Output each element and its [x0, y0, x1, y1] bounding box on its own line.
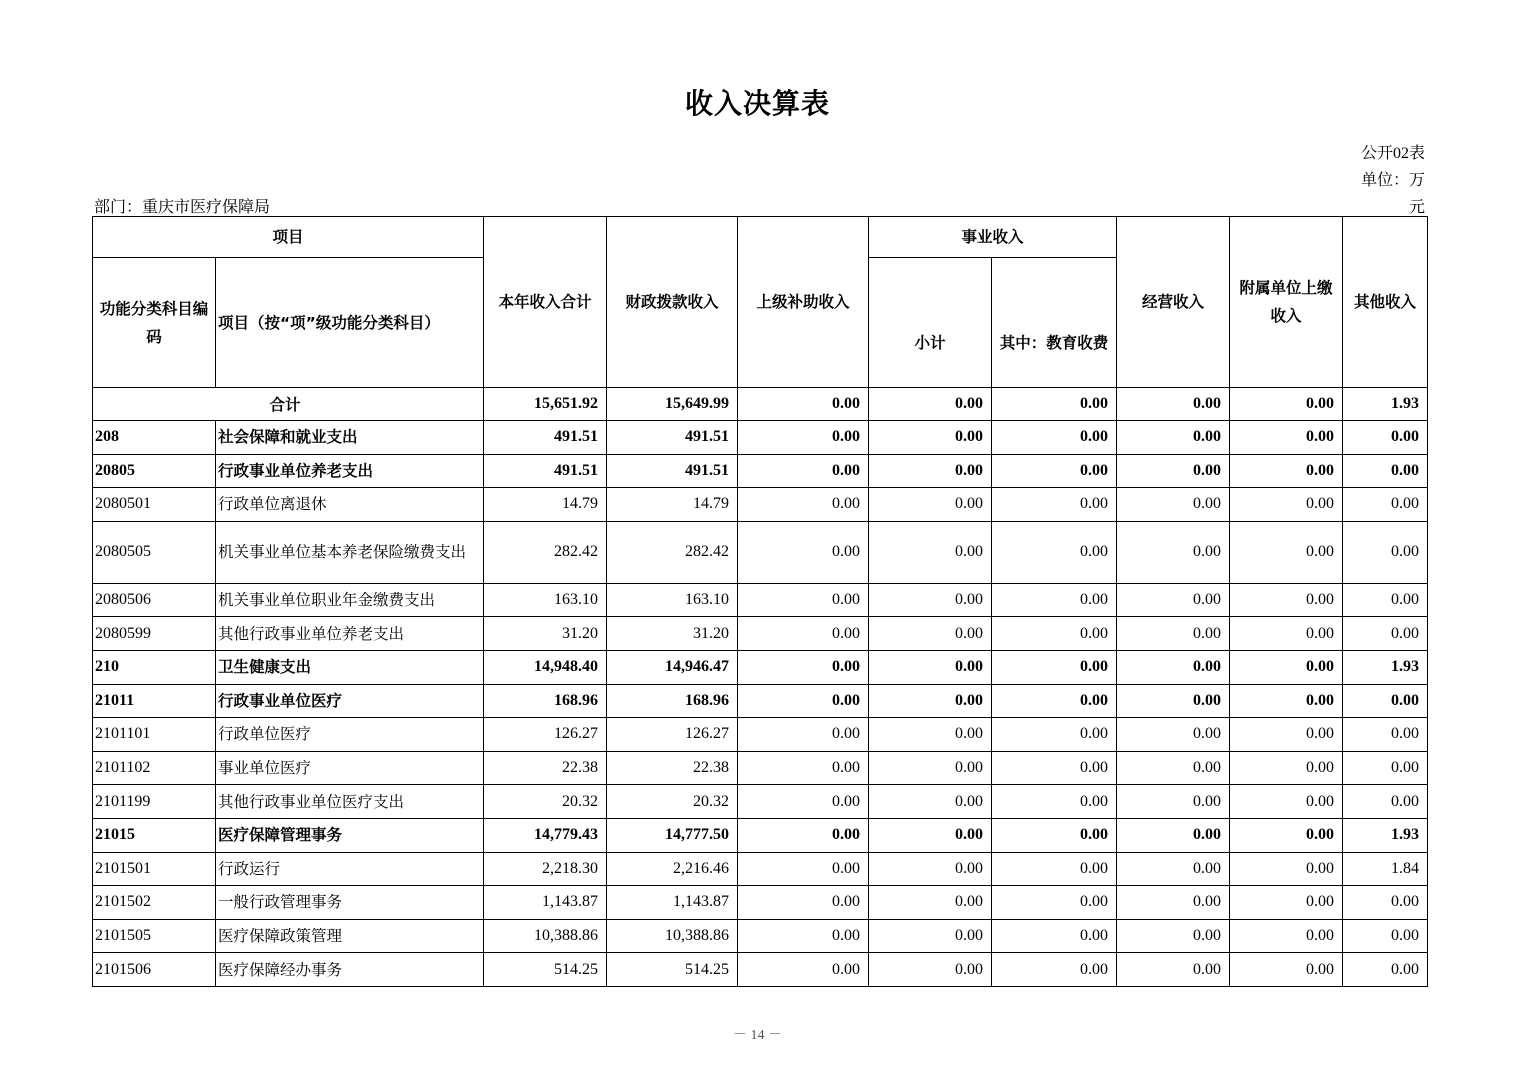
- amount-cell: 0.00: [1117, 454, 1230, 488]
- amount-cell: 0.00: [1343, 919, 1428, 953]
- amount-cell: 22.38: [607, 751, 738, 785]
- amount-cell: 1,143.87: [484, 886, 607, 920]
- amount-cell: 20.32: [607, 785, 738, 819]
- header-career-subtotal: 小计: [869, 258, 992, 388]
- amount-cell: 0.00: [869, 684, 992, 718]
- header-project: 项目: [93, 217, 484, 258]
- function-name-cell: 社会保障和就业支出: [216, 421, 484, 455]
- amount-cell: 168.96: [607, 684, 738, 718]
- amount-cell: 0.00: [1117, 886, 1230, 920]
- amount-cell: 163.10: [607, 583, 738, 617]
- amount-cell: 0.00: [869, 488, 992, 522]
- amount-cell: 0.00: [1230, 751, 1343, 785]
- amount-cell: 14,948.40: [484, 650, 607, 684]
- income-settlement-table: [92, 216, 1428, 987]
- function-name-cell: 其他行政事业单位养老支出: [216, 617, 484, 651]
- amount-cell: 1.93: [1343, 818, 1428, 852]
- table-row: [93, 919, 1428, 953]
- header-career-education-fee: 其中：教育收费: [992, 258, 1117, 388]
- amount-cell: 491.51: [484, 421, 607, 455]
- amount-cell: 0.00: [738, 953, 869, 987]
- amount-cell: 0.00: [1230, 421, 1343, 455]
- amount-cell: 0.00: [1117, 919, 1230, 953]
- function-name-cell: 行政单位医疗: [216, 718, 484, 752]
- amount-cell: 0.00: [869, 886, 992, 920]
- total-cell: 0.00: [1230, 388, 1343, 421]
- amount-cell: 0.00: [869, 785, 992, 819]
- table-row: [93, 785, 1428, 819]
- amount-cell: 0.00: [869, 650, 992, 684]
- amount-cell: 1.84: [1343, 852, 1428, 886]
- amount-cell: 14,946.47: [607, 650, 738, 684]
- unit-label-line1: 单位：万: [1360, 172, 1425, 189]
- function-code-cell: 2101501: [93, 852, 216, 886]
- amount-cell: 0.00: [738, 852, 869, 886]
- amount-cell: 0.00: [738, 785, 869, 819]
- amount-cell: 0.00: [869, 454, 992, 488]
- function-name-cell: 行政单位离退休: [216, 488, 484, 522]
- unit-label-line2: 元: [1408, 199, 1425, 216]
- amount-cell: 0.00: [1343, 886, 1428, 920]
- amount-cell: 0.00: [992, 919, 1117, 953]
- table-row: [93, 583, 1428, 617]
- amount-cell: 0.00: [1343, 521, 1428, 583]
- amount-cell: 0.00: [992, 421, 1117, 455]
- amount-cell: 163.10: [484, 583, 607, 617]
- amount-cell: 0.00: [1117, 684, 1230, 718]
- amount-cell: 0.00: [869, 919, 992, 953]
- function-name-cell: 卫生健康支出: [216, 650, 484, 684]
- total-cell: 15,649.99: [607, 388, 738, 421]
- function-name-cell: 一般行政管理事务: [216, 886, 484, 920]
- amount-cell: 0.00: [1230, 583, 1343, 617]
- amount-cell: 0.00: [1230, 617, 1343, 651]
- table-row: [93, 454, 1428, 488]
- amount-cell: 491.51: [607, 454, 738, 488]
- amount-cell: 0.00: [992, 454, 1117, 488]
- amount-cell: 0.00: [869, 953, 992, 987]
- header-superior-subsidy: 上级补助收入: [738, 217, 869, 388]
- function-name-cell: 其他行政事业单位医疗支出: [216, 785, 484, 819]
- amount-cell: 0.00: [1117, 818, 1230, 852]
- table-row: [93, 521, 1428, 583]
- amount-cell: 282.42: [484, 521, 607, 583]
- amount-cell: 0.00: [1117, 521, 1230, 583]
- amount-cell: 0.00: [1343, 718, 1428, 752]
- amount-cell: 0.00: [1230, 785, 1343, 819]
- function-name-cell: 行政事业单位养老支出: [216, 454, 484, 488]
- table-row: [93, 818, 1428, 852]
- amount-cell: 0.00: [1343, 751, 1428, 785]
- total-cell: 0.00: [1117, 388, 1230, 421]
- amount-cell: 0.00: [869, 521, 992, 583]
- amount-cell: 0.00: [1343, 583, 1428, 617]
- amount-cell: 0.00: [738, 583, 869, 617]
- amount-cell: 0.00: [992, 886, 1117, 920]
- function-code-cell: 21011: [93, 684, 216, 718]
- total-cell: 1.93: [1343, 388, 1428, 421]
- header-function-name: 项目（按“项”级功能分类科目）: [216, 258, 484, 388]
- function-code-cell: 2080599: [93, 617, 216, 651]
- header-other-income: 其他收入: [1343, 217, 1428, 388]
- amount-cell: 0.00: [992, 953, 1117, 987]
- amount-cell: 0.00: [1117, 421, 1230, 455]
- amount-cell: 0.00: [738, 421, 869, 455]
- amount-cell: 0.00: [992, 583, 1117, 617]
- function-name-cell: 医疗保障管理事务: [216, 818, 484, 852]
- function-code-cell: 2080506: [93, 583, 216, 617]
- table-row: [93, 953, 1428, 987]
- amount-cell: 0.00: [992, 818, 1117, 852]
- amount-cell: 0.00: [1343, 684, 1428, 718]
- amount-cell: 0.00: [869, 421, 992, 455]
- amount-cell: 0.00: [1343, 953, 1428, 987]
- amount-cell: 2,218.30: [484, 852, 607, 886]
- amount-cell: 126.27: [484, 718, 607, 752]
- amount-cell: 0.00: [869, 751, 992, 785]
- amount-cell: 0.00: [1230, 718, 1343, 752]
- table-row: [93, 718, 1428, 752]
- function-name-cell: 行政事业单位医疗: [216, 684, 484, 718]
- function-code-cell: 20805: [93, 454, 216, 488]
- function-name-cell: 医疗保障经办事务: [216, 953, 484, 987]
- amount-cell: 514.25: [484, 953, 607, 987]
- amount-cell: 0.00: [738, 818, 869, 852]
- function-name-cell: 机关事业单位职业年金缴费支出: [216, 583, 484, 617]
- amount-cell: 0.00: [992, 684, 1117, 718]
- page-title: 收入决算表: [684, 87, 830, 120]
- amount-cell: 0.00: [992, 650, 1117, 684]
- amount-cell: 1,143.87: [607, 886, 738, 920]
- table-row: [93, 488, 1428, 522]
- total-cell: 15,651.92: [484, 388, 607, 421]
- amount-cell: 0.00: [992, 718, 1117, 752]
- amount-cell: 0.00: [992, 751, 1117, 785]
- amount-cell: 0.00: [869, 818, 992, 852]
- amount-cell: 0.00: [992, 785, 1117, 819]
- amount-cell: 0.00: [738, 886, 869, 920]
- table-row: [93, 886, 1428, 920]
- amount-cell: 31.20: [484, 617, 607, 651]
- amount-cell: 514.25: [607, 953, 738, 987]
- amount-cell: 0.00: [992, 617, 1117, 651]
- amount-cell: 0.00: [1117, 751, 1230, 785]
- function-code-cell: 21015: [93, 818, 216, 852]
- function-code-cell: 2080501: [93, 488, 216, 522]
- function-code-cell: 2080505: [93, 521, 216, 583]
- amount-cell: 0.00: [1230, 650, 1343, 684]
- table-number: 公开02表: [1360, 145, 1425, 162]
- amount-cell: 0.00: [1117, 617, 1230, 651]
- total-label: 合计: [93, 388, 484, 421]
- table-header: [93, 217, 1428, 388]
- header-function-code: 功能分类科目编码: [93, 258, 216, 388]
- table-row: [93, 852, 1428, 886]
- amount-cell: 0.00: [992, 852, 1117, 886]
- amount-cell: 0.00: [738, 919, 869, 953]
- department-label: 部门：重庆市医疗保障局: [94, 199, 271, 216]
- amount-cell: 14.79: [484, 488, 607, 522]
- function-name-cell: 机关事业单位基本养老保险缴费支出: [216, 521, 484, 583]
- total-cell: 0.00: [738, 388, 869, 421]
- header-operating-income: 经营收入: [1117, 217, 1230, 388]
- amount-cell: 0.00: [1343, 488, 1428, 522]
- function-code-cell: 2101102: [93, 751, 216, 785]
- amount-cell: 0.00: [1230, 684, 1343, 718]
- amount-cell: 0.00: [738, 521, 869, 583]
- header-fiscal-appropriation: 财政拨款收入: [607, 217, 738, 388]
- amount-cell: 491.51: [607, 421, 738, 455]
- amount-cell: 0.00: [992, 521, 1117, 583]
- amount-cell: 1.93: [1343, 650, 1428, 684]
- amount-cell: 126.27: [607, 718, 738, 752]
- amount-cell: 0.00: [1230, 886, 1343, 920]
- amount-cell: 0.00: [1230, 521, 1343, 583]
- header-affiliate-income: 附属单位上缴收入: [1230, 217, 1343, 388]
- amount-cell: 0.00: [869, 718, 992, 752]
- amount-cell: 0.00: [1230, 454, 1343, 488]
- function-code-cell: 2101506: [93, 953, 216, 987]
- amount-cell: 14,777.50: [607, 818, 738, 852]
- amount-cell: 0.00: [1343, 421, 1428, 455]
- amount-cell: 0.00: [992, 488, 1117, 522]
- function-code-cell: 2101502: [93, 886, 216, 920]
- amount-cell: 0.00: [1230, 919, 1343, 953]
- amount-cell: 0.00: [738, 751, 869, 785]
- amount-cell: 31.20: [607, 617, 738, 651]
- table-body: [93, 421, 1428, 987]
- table-row: [93, 421, 1428, 455]
- table-row: [93, 751, 1428, 785]
- function-name-cell: 行政运行: [216, 852, 484, 886]
- amount-cell: 0.00: [738, 454, 869, 488]
- amount-cell: 10,388.86: [607, 919, 738, 953]
- amount-cell: 0.00: [1230, 488, 1343, 522]
- page-number: － 14 －: [733, 1028, 782, 1043]
- amount-cell: 14.79: [607, 488, 738, 522]
- amount-cell: 10,388.86: [484, 919, 607, 953]
- amount-cell: 0.00: [869, 852, 992, 886]
- header-career-income: 事业收入: [869, 217, 1117, 258]
- header-total-income: 本年收入合计: [484, 217, 607, 388]
- amount-cell: 282.42: [607, 521, 738, 583]
- amount-cell: 0.00: [1117, 953, 1230, 987]
- amount-cell: 0.00: [1117, 785, 1230, 819]
- amount-cell: 0.00: [1117, 852, 1230, 886]
- amount-cell: 20.32: [484, 785, 607, 819]
- amount-cell: 0.00: [738, 617, 869, 651]
- amount-cell: 0.00: [1343, 454, 1428, 488]
- amount-cell: 168.96: [484, 684, 607, 718]
- total-cell: 0.00: [869, 388, 992, 421]
- amount-cell: 2,216.46: [607, 852, 738, 886]
- function-code-cell: 208: [93, 421, 216, 455]
- function-name-cell: 事业单位医疗: [216, 751, 484, 785]
- table-row: [93, 684, 1428, 718]
- amount-cell: 0.00: [869, 583, 992, 617]
- amount-cell: 0.00: [738, 718, 869, 752]
- amount-cell: 0.00: [1230, 953, 1343, 987]
- function-name-cell: 医疗保障政策管理: [216, 919, 484, 953]
- amount-cell: 0.00: [1117, 583, 1230, 617]
- amount-cell: 0.00: [1117, 718, 1230, 752]
- amount-cell: 0.00: [1117, 650, 1230, 684]
- total-cell: 0.00: [992, 388, 1117, 421]
- function-code-cell: 2101101: [93, 718, 216, 752]
- table-row: [93, 617, 1428, 651]
- amount-cell: 0.00: [738, 650, 869, 684]
- function-code-cell: 2101505: [93, 919, 216, 953]
- amount-cell: 0.00: [738, 684, 869, 718]
- amount-cell: 0.00: [1230, 818, 1343, 852]
- function-code-cell: 2101199: [93, 785, 216, 819]
- amount-cell: 0.00: [869, 617, 992, 651]
- amount-cell: 491.51: [484, 454, 607, 488]
- function-code-cell: 210: [93, 650, 216, 684]
- amount-cell: 22.38: [484, 751, 607, 785]
- amount-cell: 0.00: [1117, 488, 1230, 522]
- amount-cell: 0.00: [1343, 617, 1428, 651]
- amount-cell: 0.00: [1230, 852, 1343, 886]
- table-row-total: [93, 388, 1428, 421]
- amount-cell: 0.00: [1343, 785, 1428, 819]
- amount-cell: 0.00: [738, 488, 869, 522]
- table-row: [93, 650, 1428, 684]
- amount-cell: 14,779.43: [484, 818, 607, 852]
